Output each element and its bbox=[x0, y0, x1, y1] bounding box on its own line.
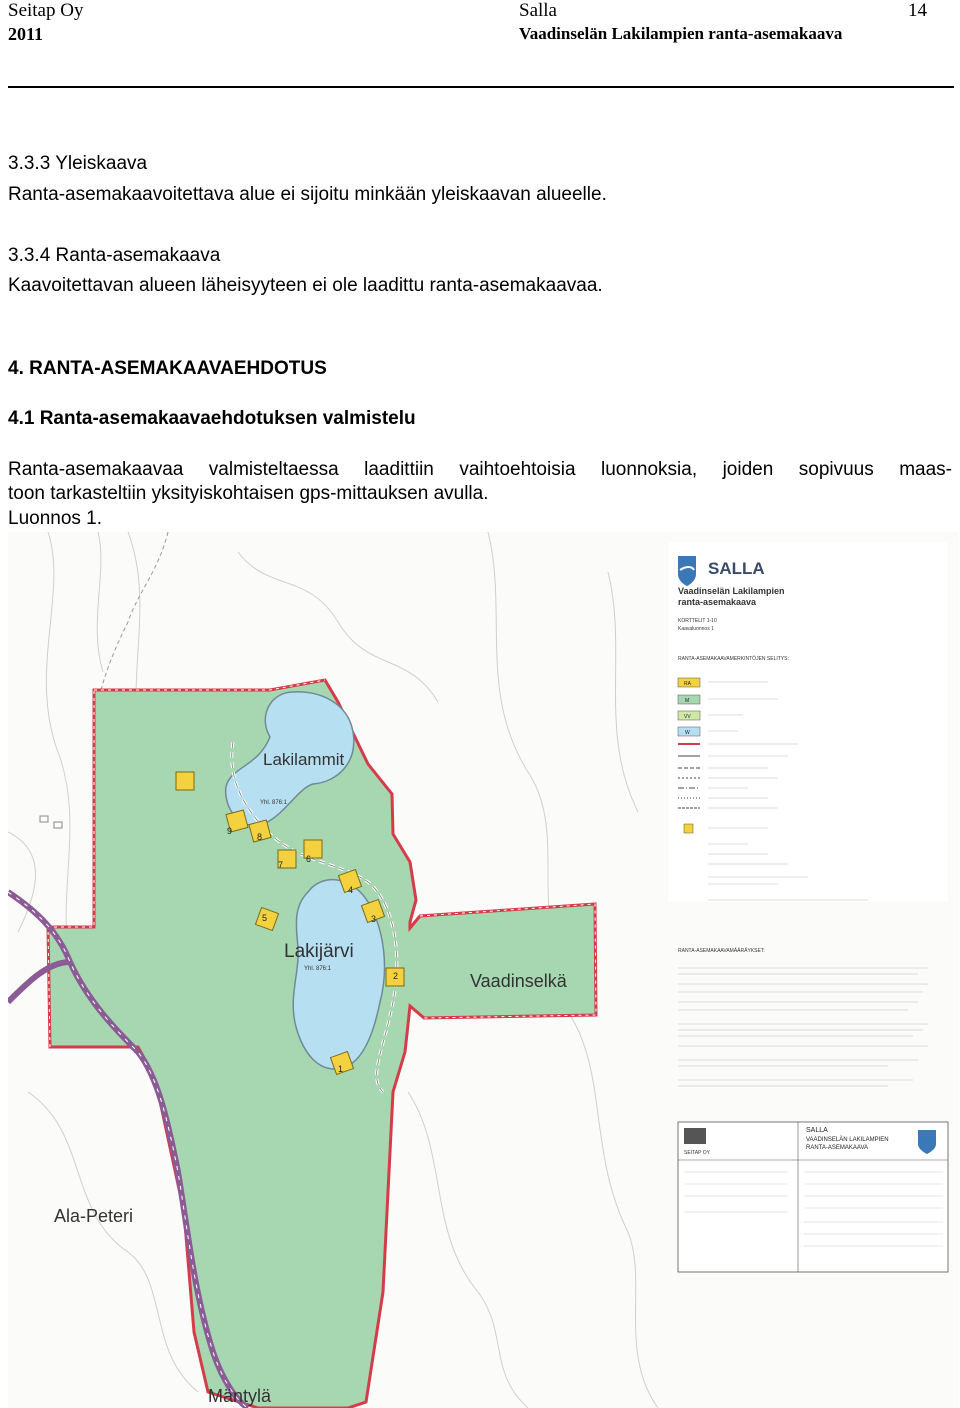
legend-logo-text: SALLA bbox=[708, 559, 765, 578]
place-ala-peteri: Ala-Peteri bbox=[54, 1206, 134, 1226]
legend-korttelit: KORTTELIT 1-10 bbox=[678, 618, 717, 624]
header-rule bbox=[8, 86, 954, 88]
plan-map bbox=[8, 532, 958, 1408]
plan-map-figure bbox=[8, 532, 958, 1408]
place-vaadinselka: Vaadinselkä bbox=[470, 971, 567, 991]
legend-draft: Kaavaluonnos 1 bbox=[678, 626, 714, 632]
legend-code-m: M bbox=[685, 698, 690, 704]
place-lakijarvi: Lakijärvi bbox=[284, 941, 354, 962]
elevation-south: Yhl. 876:1 bbox=[304, 966, 332, 972]
page-number: 14 bbox=[908, 0, 927, 21]
legend-plan-title-1: Vaadinselän Lakilampien bbox=[678, 586, 785, 596]
section-334-body: Kaavoitettavan alueen läheisyyteen ei ole laadittu ranta-asemakaavaa. bbox=[8, 275, 603, 296]
svg-text:8: 8 bbox=[257, 832, 263, 842]
section-41-line1: Ranta-asemakaavaa valmisteltaessa laadittiin vaihtoehtoisia luonnoksia, joiden sopivuus maas- bbox=[8, 459, 952, 480]
header-plan-name: Vaadinselän Lakilampien ranta-asemakaava bbox=[519, 24, 843, 43]
header-municipality: Salla bbox=[519, 0, 557, 21]
map-title-block bbox=[678, 1122, 948, 1272]
section-4-title: 4. RANTA-ASEMAKAAVAEHDOTUS bbox=[8, 358, 327, 379]
section-333-title: 3.3.3 Yleiskaava bbox=[8, 153, 148, 174]
legend-code-w: W bbox=[685, 730, 690, 736]
svg-text:2: 2 bbox=[393, 971, 399, 981]
legend-code-vv: VV bbox=[684, 714, 691, 720]
place-lakilammit: Lakilammit bbox=[263, 750, 345, 769]
svg-text:1: 1 bbox=[338, 1064, 344, 1074]
section-41-line2: toon tarkasteltiin yksityiskohtaisen gps-mittauksen avulla. bbox=[8, 483, 489, 504]
svg-text:3: 3 bbox=[371, 914, 377, 924]
rules-heading: RANTA-ASEMAKAAVAMÄÄRÄYKSET: bbox=[678, 948, 765, 954]
svg-text:4: 4 bbox=[348, 885, 354, 895]
title-block-salla: SALLA bbox=[806, 1127, 828, 1134]
place-mantyla: Mäntylä bbox=[208, 1386, 272, 1406]
header-company: Seitap Oy bbox=[8, 0, 84, 21]
legend-code-ra: RA bbox=[684, 681, 691, 687]
legend-plan-title-2: ranta-asemakaava bbox=[678, 597, 757, 607]
header-year: 2011 bbox=[8, 24, 44, 44]
figure-caption: Luonnos 1. bbox=[8, 508, 103, 529]
title-block-plan-1: VAADINSELÄN LAKILAMPIEN bbox=[806, 1137, 889, 1143]
legend-heading: RANTA-ASEMAKAAVAMERKINTÖJEN SELITYS: bbox=[678, 656, 789, 662]
svg-text:7: 7 bbox=[278, 860, 284, 870]
svg-text:5: 5 bbox=[262, 913, 268, 923]
section-41-title: 4.1 Ranta-asemakaavaehdotuksen valmistelu bbox=[8, 408, 416, 429]
title-block-plan-2: RANTA-ASEMAKAAVA bbox=[806, 1145, 869, 1151]
elevation-north: Yhl. 876:1 bbox=[260, 800, 288, 806]
svg-text:6: 6 bbox=[306, 854, 312, 864]
section-334-title: 3.3.4 Ranta-asemakaava bbox=[8, 245, 221, 266]
section-333-body: Ranta-asemakaavoitettava alue ei sijoitu minkään yleiskaavan alueelle. bbox=[8, 184, 607, 205]
svg-text:9: 9 bbox=[227, 826, 233, 836]
title-block-company: SEITAP OY bbox=[684, 1150, 710, 1156]
